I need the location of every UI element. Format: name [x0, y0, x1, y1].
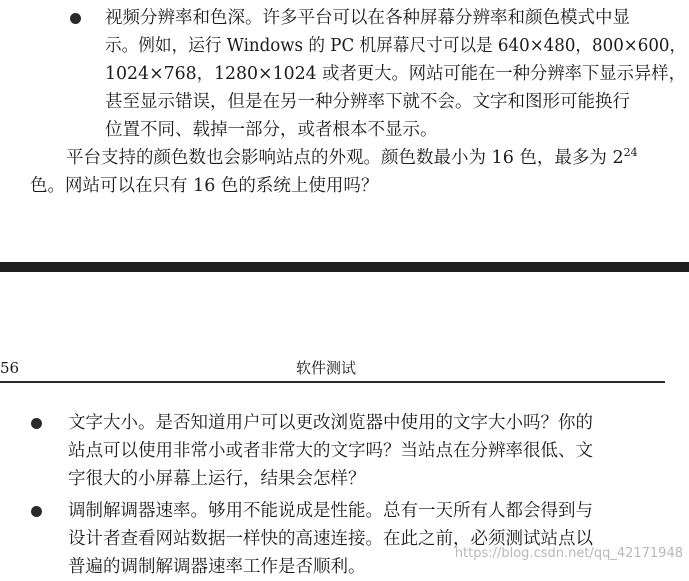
paragraph-line-1-text: 平台支持的颜色数也会影响站点的外观。颜色数最小为 16 色，最多为 2: [66, 148, 624, 168]
bullet-line-4: 甚至显示错误，但是在另一种分辨率下就不会。文字和图形可能换行: [105, 92, 630, 112]
exponent-superscript: 24: [623, 146, 638, 160]
text-size-line-1: 文字大小。是否知道用户可以更改浏览器中使用的文字大小吗？你的: [68, 413, 593, 433]
text-size-line-2: 站点可以使用非常小或者非常大的文字吗？当站点在分辨率很低、文: [68, 441, 593, 461]
watermark-text: https://blog.csdn.net/qq_42171948: [454, 546, 683, 561]
modem-line-3: 普遍的调制解调器速率工作是否顺利。: [68, 557, 366, 577]
bullet-line-5: 位置不同、载掉一部分，或者根本不显示。: [105, 120, 438, 140]
page-break-divider: [0, 262, 689, 272]
page-number: 56: [0, 359, 20, 377]
book-title: 软件测试: [296, 359, 357, 377]
bullet-line-2: 示。例如，运行 Windows 的 PC 机屏幕尺寸可以是 640×480，800×600，: [105, 36, 687, 56]
bullet-line-1: 视频分辨率和色深。许多平台可以在各种屏幕分辨率和颜色模式中显: [105, 8, 630, 28]
modem-line-2: 设计者查看网站数据一样快的高速连接。在此之前，必须测试站点以: [68, 529, 593, 549]
text-size-line-3: 字很大的小屏幕上运行，结果会怎样？: [68, 469, 366, 489]
bullet-icon: [31, 506, 42, 517]
header-rule: [0, 381, 665, 383]
bullet-line-3: 1024×768，1280×1024 或者更大。网站可能在一种分辨率下显示异样，: [105, 64, 686, 84]
modem-line-1: 调制解调器速率。够用不能说成是性能。总有一天所有人都会得到与: [68, 501, 593, 521]
paragraph-line-1: [66, 145, 638, 171]
bullet-icon: [70, 13, 81, 24]
paragraph-line-2: 色。网站可以在只有 16 色的系统上使用吗？: [30, 176, 379, 196]
bullet-icon: [31, 418, 42, 429]
